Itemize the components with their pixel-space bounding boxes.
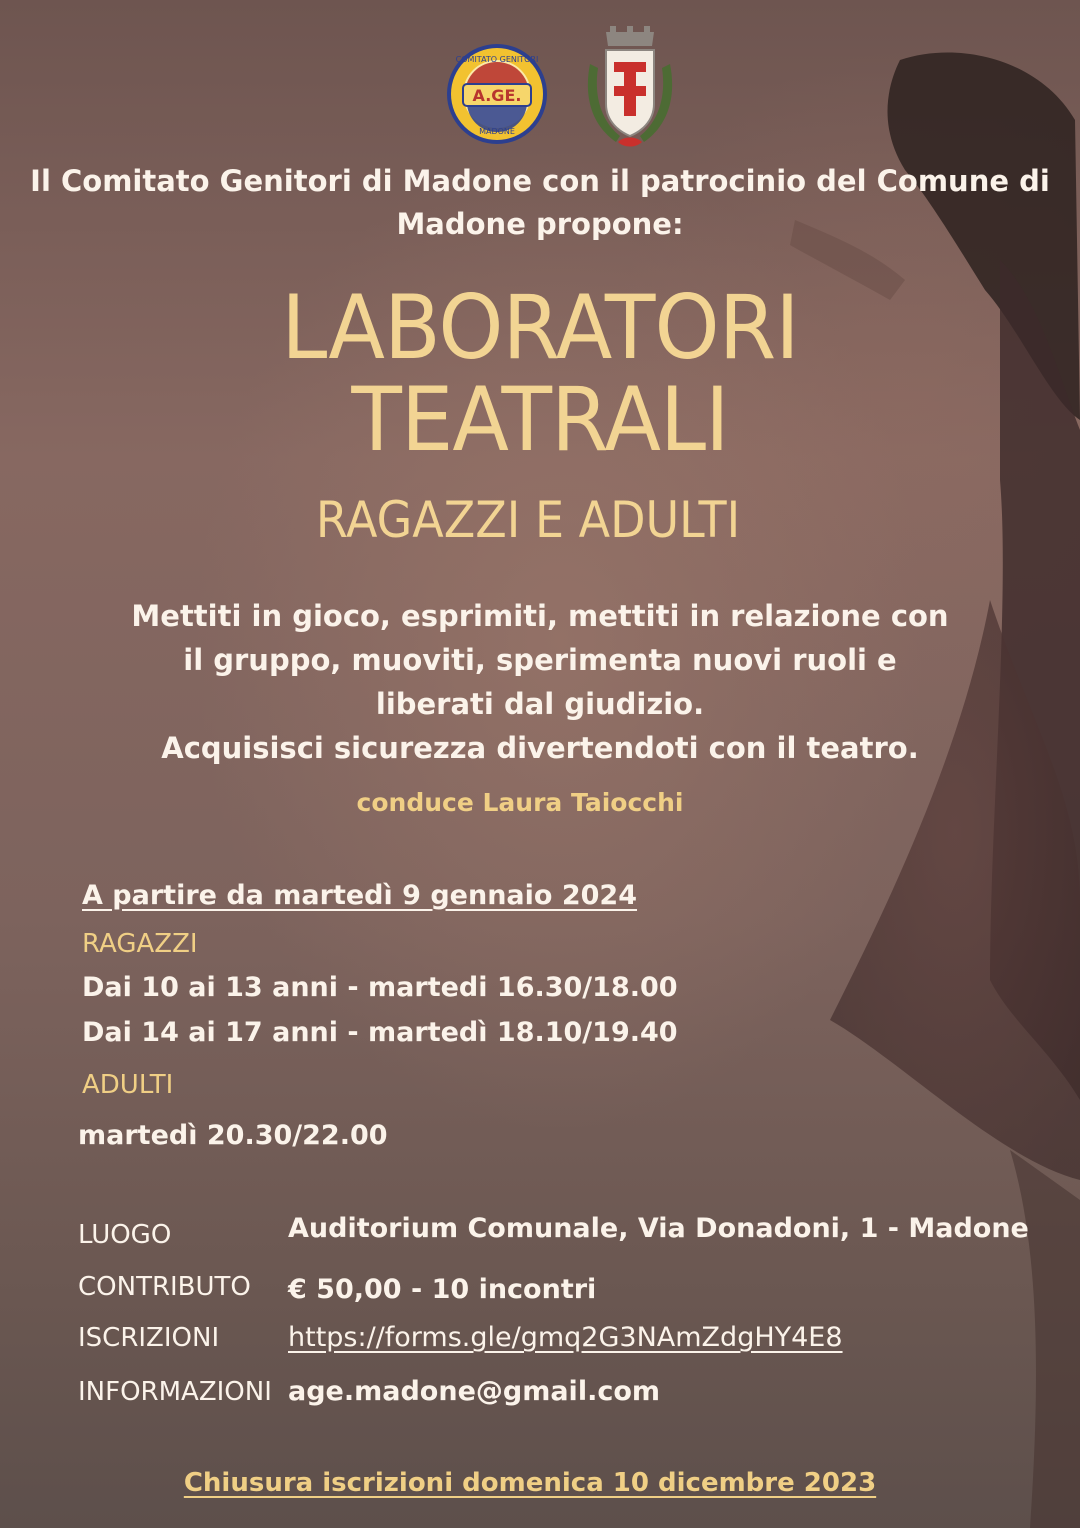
informazioni-label: INFORMAZIONI (78, 1377, 272, 1407)
age-logo-icon (445, 42, 549, 146)
iscrizioni-label: ISCRIZIONI (78, 1323, 220, 1353)
ragazzi-schedule-1: Dai 10 ai 13 anni - martedi 16.30/18.00 (82, 972, 678, 1003)
age-logo-center-text: A.GE. (472, 86, 522, 105)
age-logo-bottom-text: MADONE (479, 127, 515, 136)
ragazzi-label: RAGAZZI (82, 929, 198, 959)
conductor-text: conduce Laura Taiocchi (356, 788, 684, 817)
title-line-1: LABORATORI (281, 276, 799, 379)
luogo-label: LUOGO (78, 1220, 172, 1250)
contributo-label: CONTRIBUTO (78, 1272, 251, 1302)
contributo-value: € 50,00 - 10 incontri (288, 1274, 597, 1305)
page-subtitle: RAGAZZI E ADULTI (315, 491, 741, 549)
intro-line-2: Madone propone: (396, 207, 684, 241)
description-line-4: Acquisisci sicurezza divertendoti con il teatro. (161, 731, 919, 765)
adulti-label: ADULTI (82, 1070, 174, 1100)
intro-text (30, 160, 1050, 246)
luogo-value: Auditorium Comunale, Via Donadoni, 1 - Madone (288, 1213, 1029, 1244)
page-title (32, 276, 1047, 471)
closing-deadline: Chiusura iscrizioni domenica 10 dicembre 2023 (183, 1468, 877, 1498)
adulti-schedule: martedì 20.30/22.00 (78, 1120, 388, 1151)
age-logo-ring-text: COMITATO GENITORI (455, 55, 539, 64)
start-date: A partire da martedì 9 gennaio 2024 (82, 880, 638, 911)
municipal-crest-icon (580, 24, 680, 152)
intro-line-1: Il Comitato Genitori di Madone con il patrocinio del Comune di (30, 164, 1050, 198)
informazioni-email[interactable]: age.madone@gmail.com (288, 1376, 661, 1407)
title-line-2: TEATRALI (351, 368, 729, 471)
ragazzi-schedule-2: Dai 14 ai 17 anni - martedì 18.10/19.40 (82, 1017, 678, 1048)
description-line-3: liberati dal giudizio. (375, 687, 705, 721)
iscrizioni-link[interactable]: https://forms.gle/gmq2G3NAmZdgHY4E8 (288, 1322, 843, 1353)
description-line-2: il gruppo, muoviti, sperimenta nuovi ruoli e (183, 643, 897, 677)
description-line-1: Mettiti in gioco, esprimiti, mettiti in relazione con (131, 599, 949, 633)
description (100, 594, 980, 770)
logos-row (0, 12, 1080, 142)
